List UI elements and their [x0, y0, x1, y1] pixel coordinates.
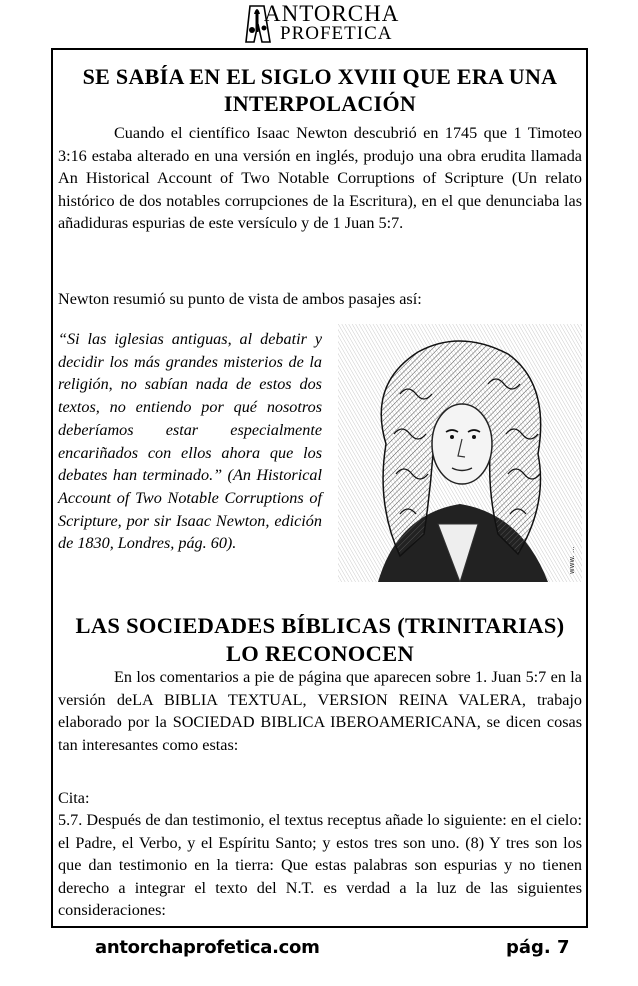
logo-text-profetica: PROFETICA: [280, 23, 393, 44]
cita-label: Cita:: [58, 789, 90, 807]
logo-text-antorcha: ANTORCHA: [264, 1, 400, 26]
footer-site-link[interactable]: antorchaprofetica.com: [95, 937, 320, 958]
antorcha-profetica-logo: [240, 2, 405, 44]
isaac-newton-portrait: [338, 324, 582, 582]
cita-text: 5.7. Después de dan testimonio, el textus receptus añade lo siguiente: en el cielo: el Padre, el Verbo, y el Espíritu Santo; y estos tres son uno. (8) Y tres son los que dan testimonio en la tierra: Que estas palabras son espurias y no tienen derecho a integrar el texto del N.T. es verdad a la luz de las siguientes consideraciones:: [58, 811, 582, 920]
page-header: [0, 0, 638, 46]
newton-paragraph: Cuando el científico Isaac Newton descubrió en 1745 que 1 Timoteo 3:16 estaba alterado en una versión en inglés, produjo una obra erudita llamada An Historical Account of Two Notable Corruptions of Scripture (Un relato histórico de dos notables corrupciones de la Escritura), en el que denunciaba las añadiduras espurias de este versículo y de 1 Juan 5:7.: [58, 124, 582, 233]
section-title-sociedades: LAS SOCIEDADES BÍBLICAS (TRINITARIAS) LO RECONOCEN: [75, 613, 565, 666]
portrait-credit: www. ...: [568, 546, 576, 574]
newton-summary-intro: Newton resumió su punto de vista de ambos pasajes así:: [58, 290, 422, 308]
newton-quote: “Si las iglesias antiguas, al debatir y decidir los más grandes misterios de la religión, no sabían nada de estos dos textos, no entiendo por qué nosotros deberíamos estar especialmente encariñados con ellos ahora que los debates han terminado.” (An Historical Account of Two Notable Corruptions of Scripture, por sir Isaac Newton, edición de 1830, Londres, pág. 60).: [58, 330, 322, 553]
section-title-interpolacion: SE SABÍA EN EL SIGLO XVIII QUE ERA UNA INTERPOLACIÓN: [82, 64, 558, 116]
biblia-textual-paragraph: En los comentarios a pie de página que aparecen sobre 1. Juan 5:7 en la versión deLA BIBLIA TEXTUAL, VERSION REINA VALERA, trabajo elaborado por la SOCIEDAD BIBLICA IBEROAMERICANA, se dicen cosas tan interesantes como estas:: [58, 668, 582, 754]
page-number: pág. 7: [506, 937, 570, 958]
